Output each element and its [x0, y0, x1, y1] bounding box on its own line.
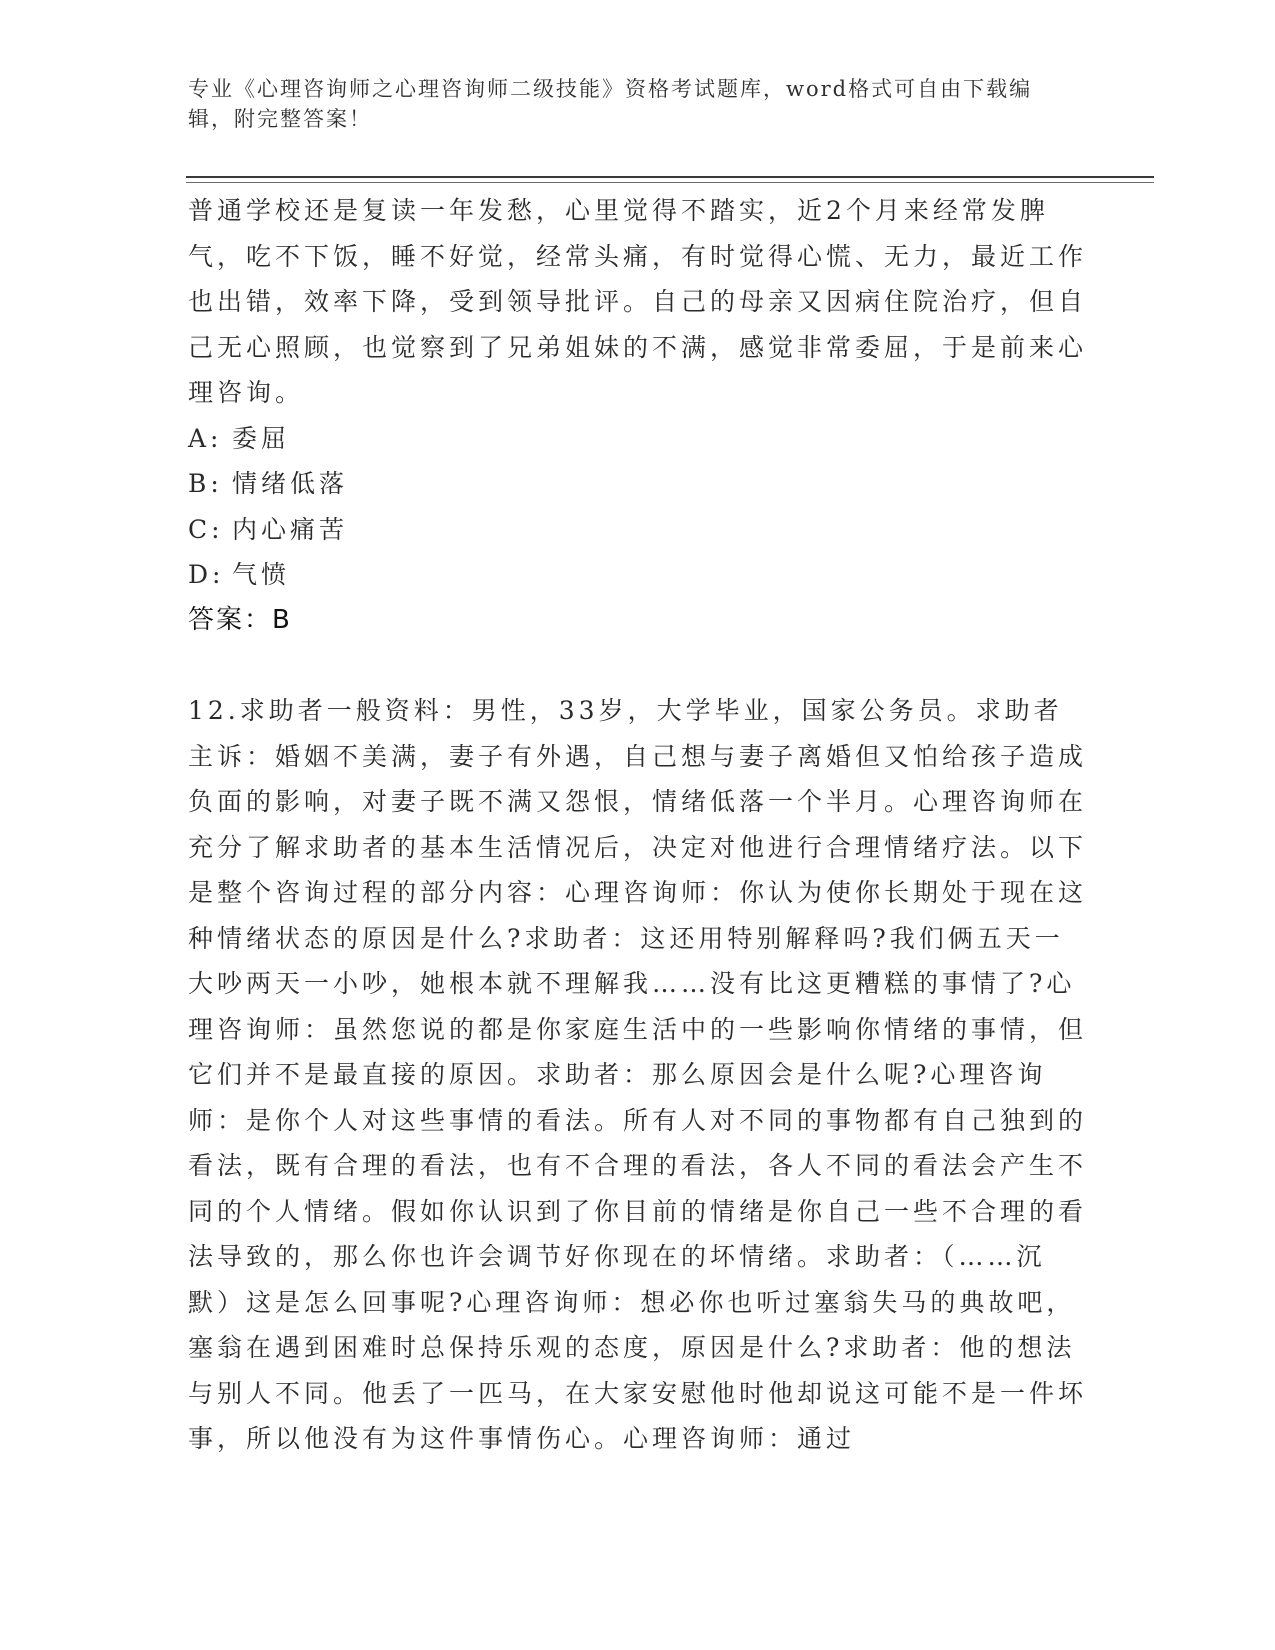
document-body — [188, 188, 1088, 1462]
option-c-text: 内心痛苦 — [232, 514, 349, 544]
option-b-key: B: — [188, 469, 223, 498]
option-a — [188, 416, 1088, 462]
option-b-text: 情绪低落 — [232, 469, 349, 498]
option-c — [188, 507, 1088, 553]
question-11-answer: 答案：B — [188, 604, 292, 635]
header-title: 专业《心理咨询师之心理咨询师二级技能》资格考试题库，word格式可自由下载编辑，附完整答案！ — [188, 77, 1033, 131]
option-a-key: A: — [188, 423, 223, 453]
question-11-stem: 普通学校还是复读一年发愁，心里觉得不踏实，近2个月来经常发脾气，吃不下饭，睡不好觉，经常头痛，有时觉得心慌、无力，最近工作也出错，效率下降，受到领导批评。自己的母亲又因病住院治疗，但自己无心照顾，也觉察到了兄弟姐妹的不满，感觉非常委屈，于是前来心理咨询。 — [188, 196, 1088, 407]
option-b — [188, 461, 1088, 507]
header-divider — [186, 176, 1154, 178]
question-11-options — [188, 416, 1088, 598]
option-d-text: 气愤 — [232, 560, 291, 589]
option-a-text: 委屈 — [232, 423, 291, 453]
option-c-key: C: — [188, 514, 224, 544]
option-d-key: D: — [188, 560, 225, 589]
document-header — [188, 74, 1068, 134]
question-12-stem: 12.求助者一般资料：男性，33岁，大学毕业，国家公务员。求助者主诉：婚姻不美满，妻子有外遇，自己想与妻子离婚但又怕给孩子造成负面的影响，对妻子既不满又怨恨，情绪低落一个半月。心理咨询师在充分了解求助者的基本生活情况后，决定对他进行合理情绪疗法。以下是整个咨询过程的部分内容：心理咨询师：你认为使你长期处于现在这种情绪状态的原因是什么?求助者：这还用特别解释吗?我们俩五天一大吵两天一小吵，她根本就不理解我……没有比这更糟糕的事情了?心理咨询师：虽然您说的都是你家庭生活中的一些影响你情绪的事情，但它们并不是最直接的原因。求助者：那么原因会是什么呢?心理咨询师：是你个人对这些事情的看法。所有人对不同的事物都有自己独到的看法，既有合理的看法，也有不合理的看法，各人不同的看法会产生不同的个人情绪。假如你认识到了你目前的情绪是你自己一些不合理的看法导致的，那么你也许会调节好你现在的坏情绪。求助者：（……沉默）这是怎么回事呢?心理咨询师：想必你也听过塞翁失马的典故吧，塞翁在遇到困难时总保持乐观的态度，原因是什么?求助者：他的想法与别人不同。他丢了一匹马，在大家安慰他时他却说这可能不是一件坏事，所以他没有为这件事情伤心。心理咨询师：通过 — [188, 696, 1088, 1453]
header-divider-thin — [186, 182, 1154, 183]
section-spacer — [188, 643, 1088, 688]
option-d — [188, 552, 1088, 598]
